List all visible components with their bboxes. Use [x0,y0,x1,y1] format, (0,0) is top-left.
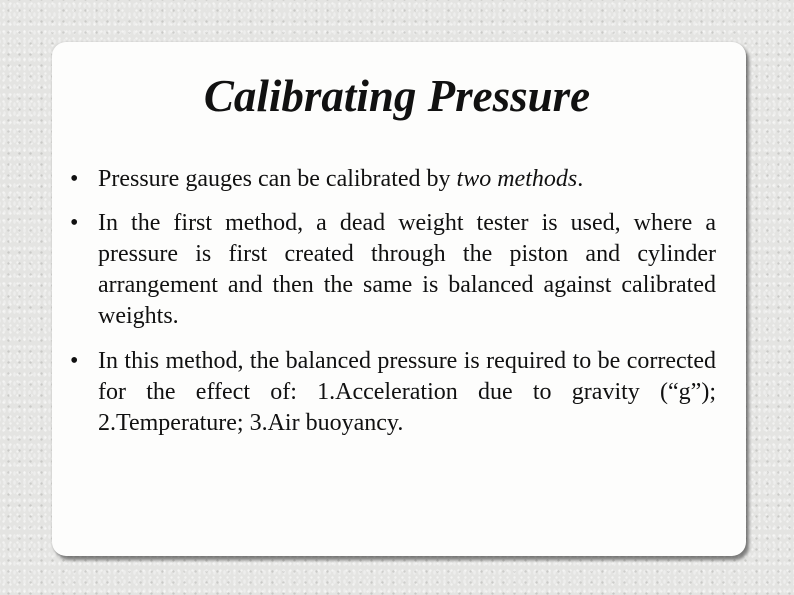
bullet-text-2: In the first method, a dead weight tester is used, where a pressure is first created through the piston and cylinder arrangement and then the same is balanced against calibrated weights. [98,210,716,329]
bullet-text-1-emphasis: two methods [456,166,578,192]
bullet-text-3: In this method, the balanced pressure is required to be corrected for the effect of: 1.Acceleration due to gravity (“g”); 2.Temperature; 3.Air buoyancy. [98,348,716,436]
bullet-dot-icon: • [70,166,79,192]
bullet-text-1-end: . [577,166,584,192]
slide-title: Calibrating Pressure [203,71,591,121]
bullet-item-1 [70,164,716,195]
bullet-item-2 [70,208,716,332]
bullet-text-1-start: Pressure gauges can be calibrated by [98,166,457,192]
bullet-item-3 [70,346,716,439]
bullet-list [70,164,716,452]
bullet-dot-icon: • [70,348,79,374]
bullet-dot-icon: • [70,210,79,236]
